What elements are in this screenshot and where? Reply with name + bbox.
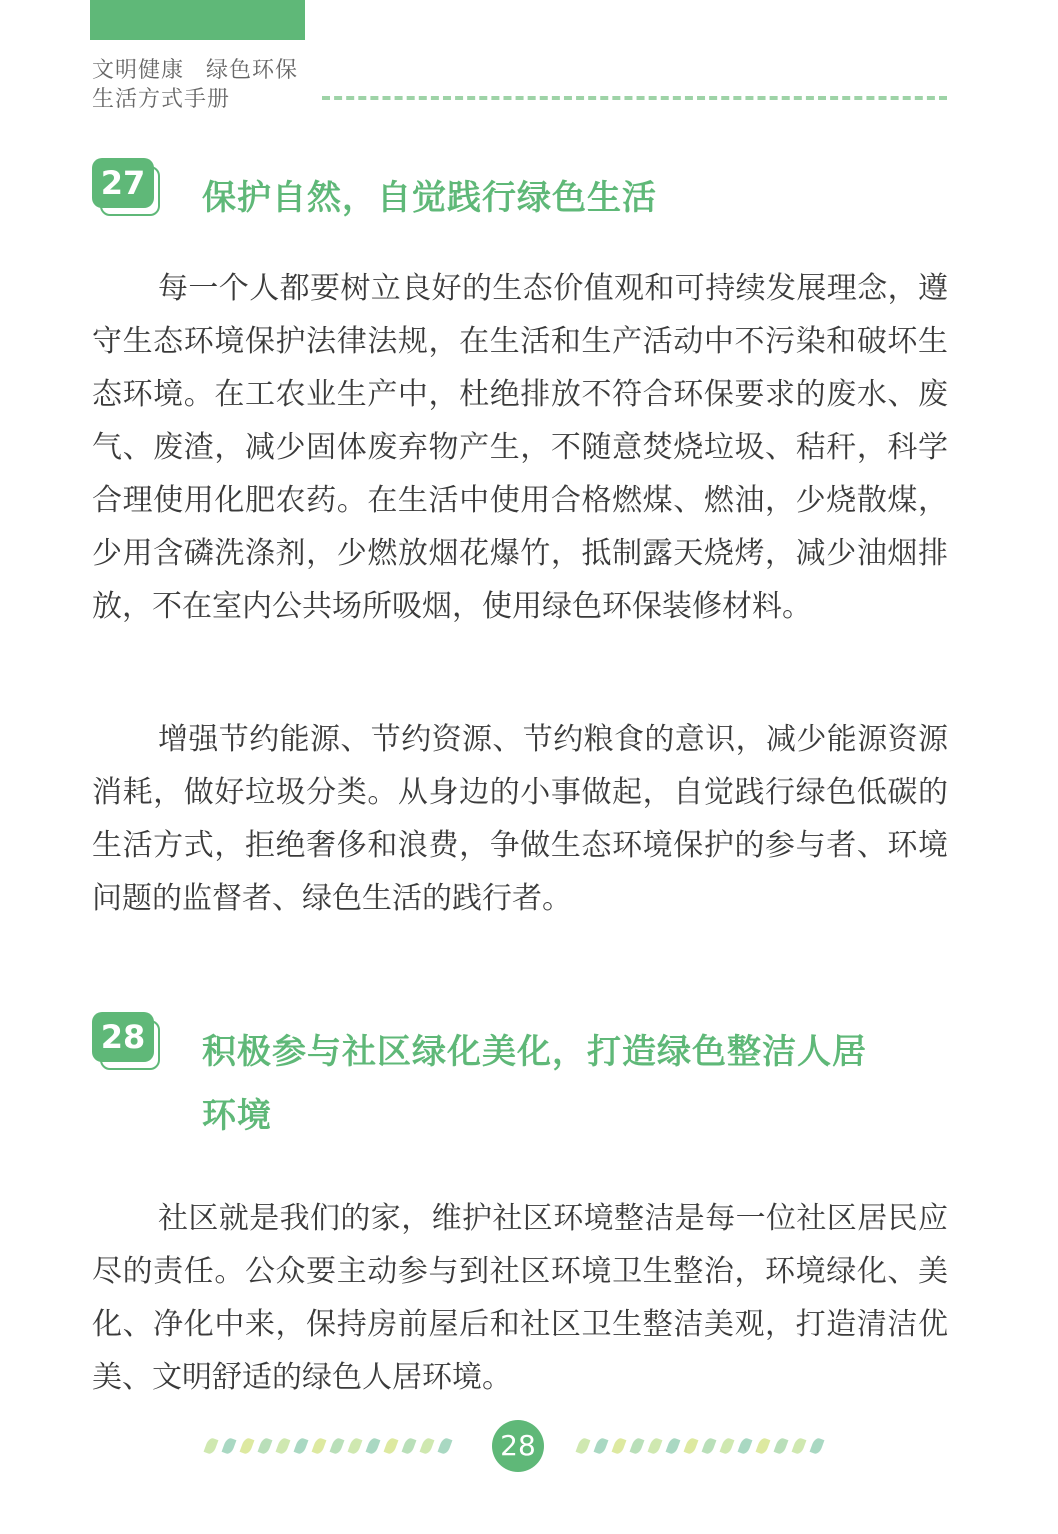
section-title-line2: 环境 bbox=[202, 1096, 272, 1136]
section-title: 保护自然，自觉践行绿色生活 bbox=[202, 178, 657, 218]
leaf-icon bbox=[576, 1437, 591, 1455]
leaf-icon bbox=[294, 1437, 309, 1455]
paragraph: 社区就是我们的家，维护社区环境整洁是每一位社区居民应尽的责任。公众要主动参与到社区环境卫生整治，环境绿化、美化、净化中来，保持房前屋后和社区卫生整洁美观，打造清洁优美、文明舒适的绿色人居环境。 bbox=[92, 1201, 948, 1395]
leaf-icon bbox=[420, 1437, 435, 1455]
header-line2: 生活方式手册 bbox=[92, 87, 231, 112]
decorative-leaves-right bbox=[578, 1436, 822, 1456]
header-divider bbox=[322, 96, 947, 100]
section-number-badge bbox=[92, 158, 156, 210]
header-tab bbox=[90, 0, 305, 40]
leaf-icon bbox=[348, 1437, 363, 1455]
header-line1-b: 绿色环保 bbox=[206, 58, 299, 83]
leaf-icon bbox=[366, 1437, 381, 1455]
leaf-icon bbox=[258, 1437, 273, 1455]
leaf-icon bbox=[438, 1437, 453, 1455]
leaf-icon bbox=[666, 1437, 681, 1455]
leaf-icon bbox=[612, 1437, 627, 1455]
leaf-icon bbox=[702, 1437, 717, 1455]
leaf-icon bbox=[684, 1437, 699, 1455]
leaf-icon bbox=[204, 1437, 219, 1455]
page-number: 28 bbox=[492, 1420, 544, 1472]
decorative-leaves-left bbox=[206, 1436, 450, 1456]
leaf-icon bbox=[756, 1437, 771, 1455]
leaf-icon bbox=[630, 1437, 645, 1455]
running-header bbox=[92, 56, 298, 114]
leaf-icon bbox=[648, 1437, 663, 1455]
section-number-badge bbox=[92, 1012, 156, 1064]
leaf-icon bbox=[810, 1437, 825, 1455]
leaf-icon bbox=[240, 1437, 255, 1455]
leaf-icon bbox=[384, 1437, 399, 1455]
section-number: 28 bbox=[92, 1012, 154, 1062]
leaf-icon bbox=[222, 1437, 237, 1455]
paragraph: 增强节约能源、节约资源、节约粮食的意识，减少能源资源消耗，做好垃圾分类。从身边的小事做起，自觉践行绿色低碳的生活方式，拒绝奢侈和浪费，争做生态环境保护的参与者、环境问题的监督者、绿色生活的践行者。 bbox=[92, 722, 948, 916]
section-number: 27 bbox=[92, 158, 154, 208]
paragraph: 每一个人都要树立良好的生态价值观和可持续发展理念，遵守生态环境保护法律法规，在生活和生产活动中不污染和破坏生态环境。在工农业生产中，杜绝排放不符合环保要求的废水、废气、废渣，减少固体废弃物产生，不随意焚烧垃圾、秸秆，科学合理使用化肥农药。在生活中使用合格燃煤、燃油，少烧散煤，少用含磷洗涤剂，少燃放烟花爆竹，抵制露天烧烤，减少油烟排放，不在室内公共场所吸烟，使用绿色环保装修材料。 bbox=[92, 271, 948, 624]
header-line1-a: 文明健康 bbox=[92, 58, 185, 83]
leaf-icon bbox=[594, 1437, 609, 1455]
leaf-icon bbox=[774, 1437, 789, 1455]
leaf-icon bbox=[330, 1437, 345, 1455]
leaf-icon bbox=[720, 1437, 735, 1455]
leaf-icon bbox=[276, 1437, 291, 1455]
section-title-line1: 积极参与社区绿化美化，打造绿色整洁人居 bbox=[202, 1032, 867, 1072]
leaf-icon bbox=[312, 1437, 327, 1455]
leaf-icon bbox=[402, 1437, 417, 1455]
leaf-icon bbox=[792, 1437, 807, 1455]
leaf-icon bbox=[738, 1437, 753, 1455]
